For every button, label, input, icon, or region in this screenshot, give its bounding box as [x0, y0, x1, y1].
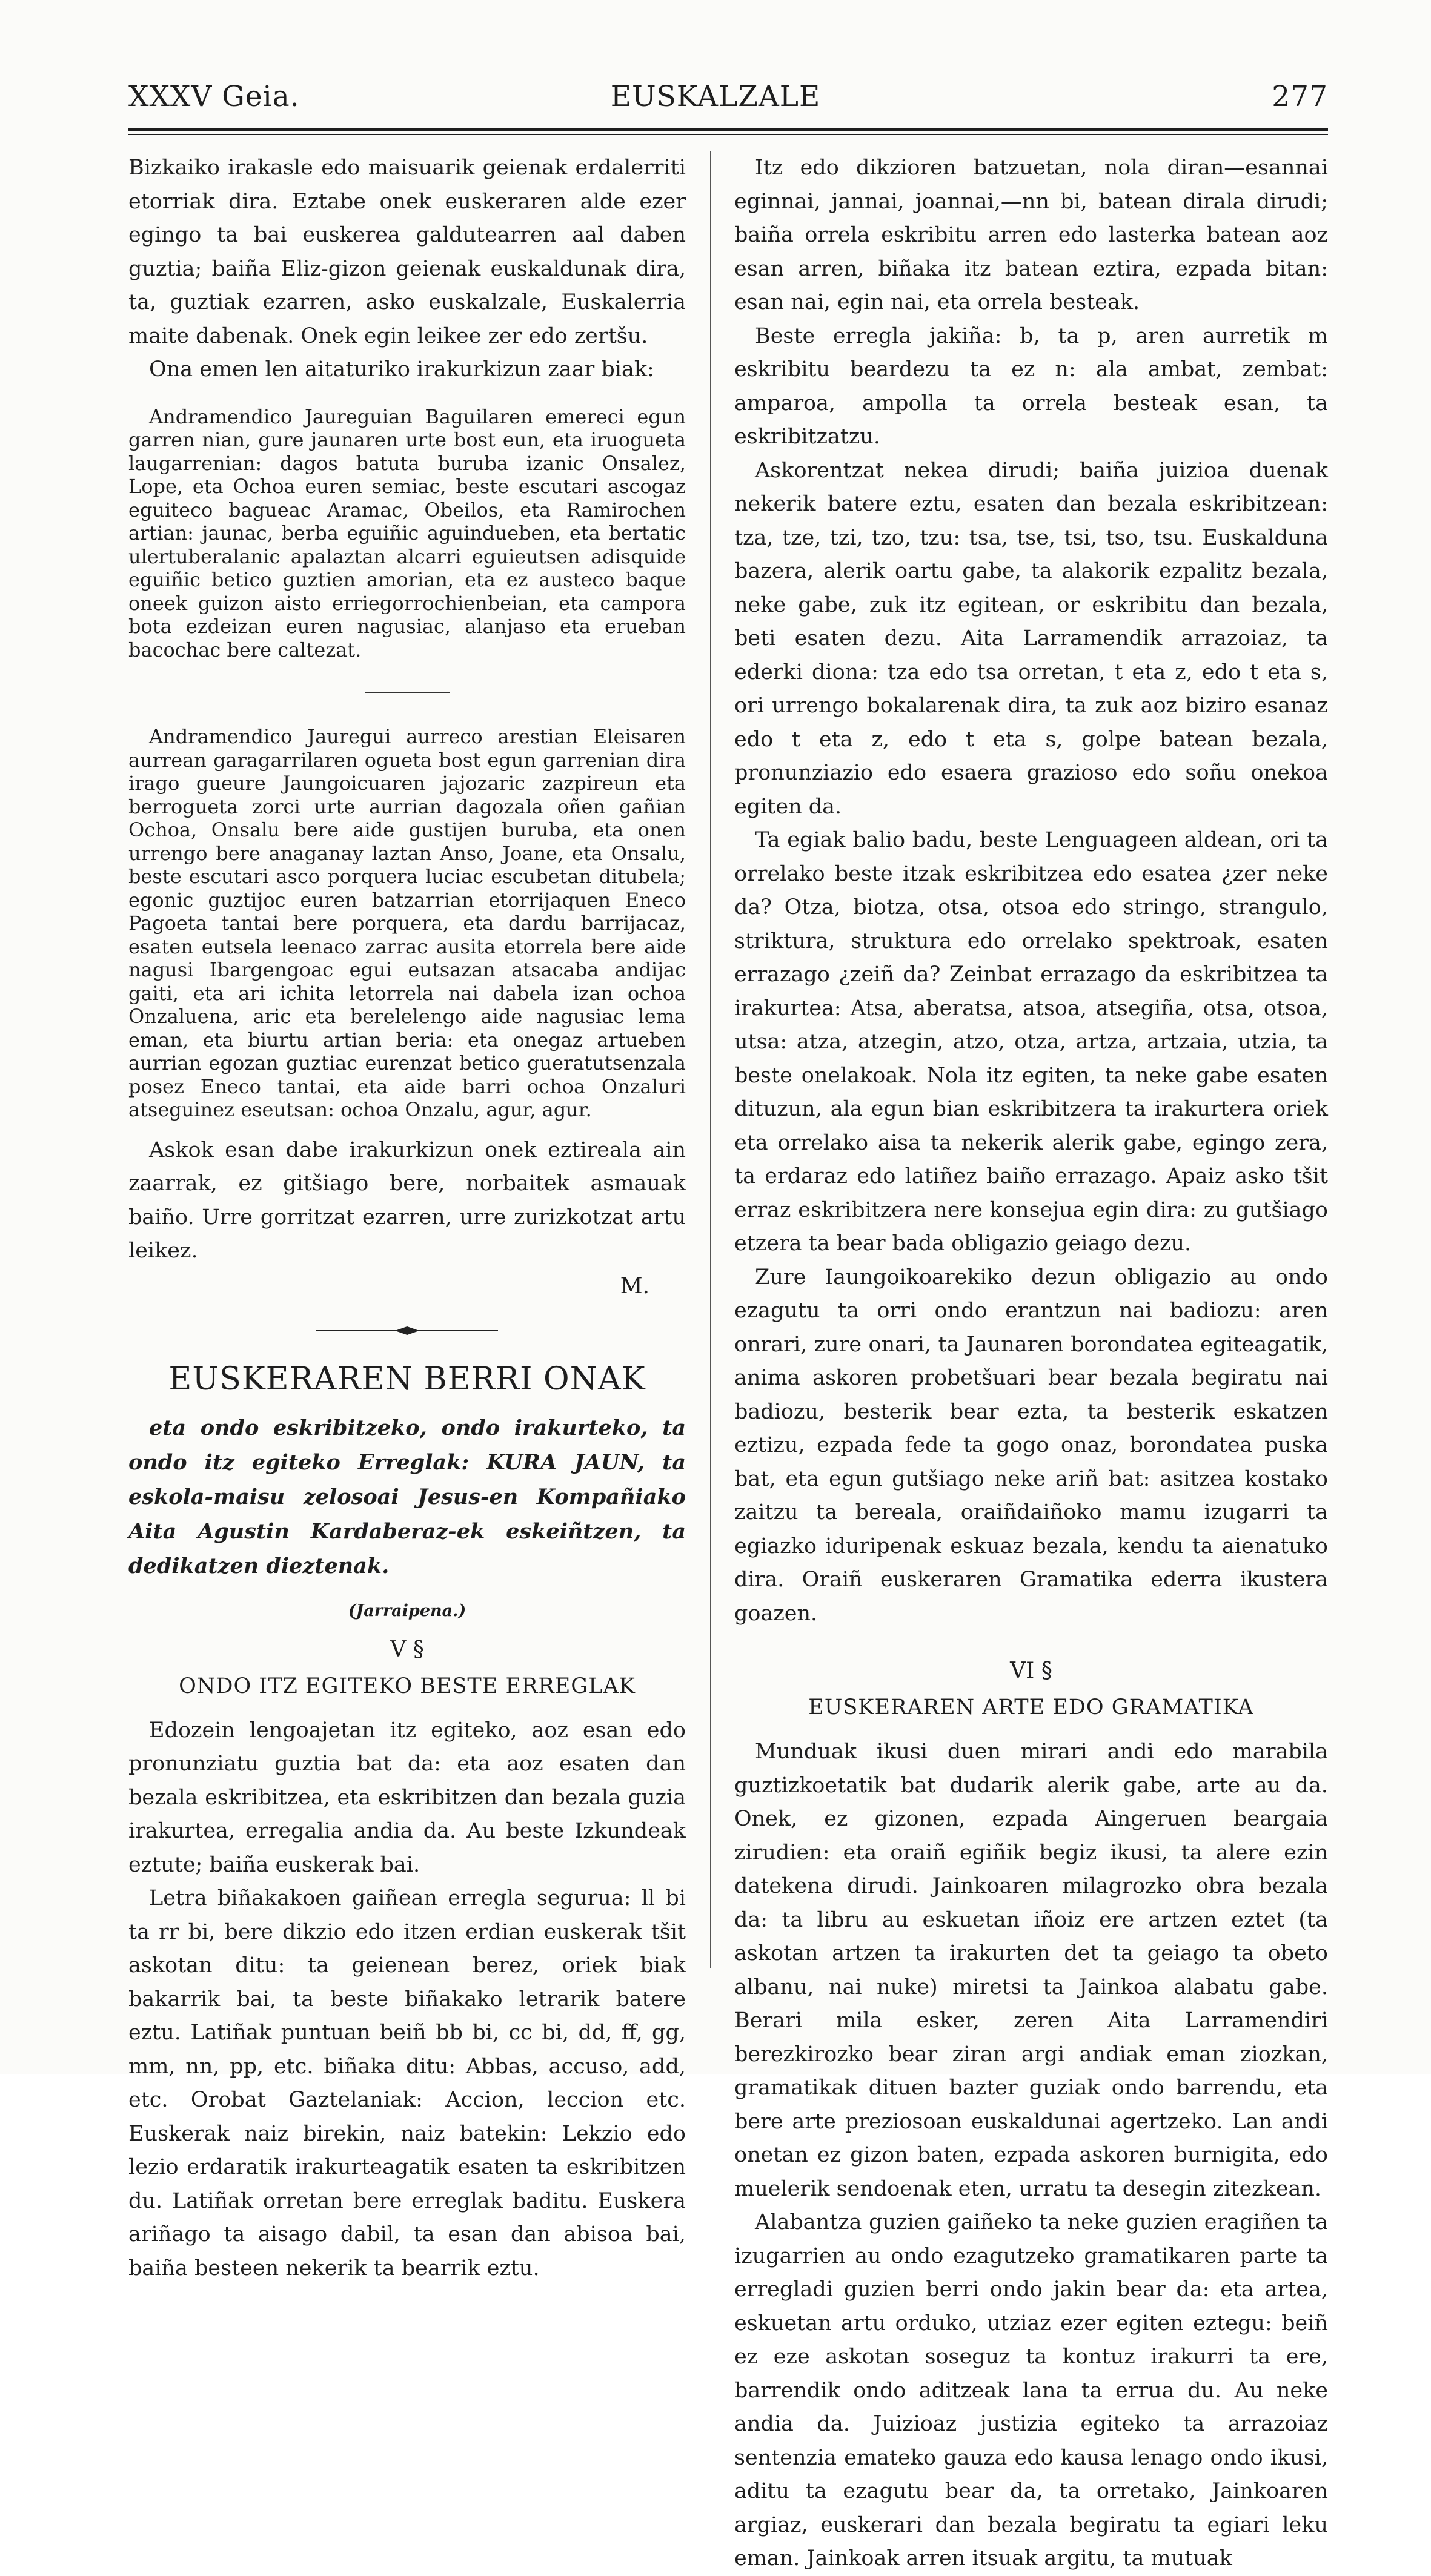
continuation-note: (Jarraipena.)	[348, 1601, 466, 1620]
article-subtitle: eta ondo eskribitzeko, ondo irakurteko, ta ondo itz egiteko Erreglak: KURA JAUN, ta eskola-maisu zelosoai Jesus-en Kompañiako Aita Agustin Kardaberaz-ek eskeiñtzen, ta dedikatzen dieztenak.	[128, 1415, 686, 1578]
right-column	[734, 151, 1328, 2576]
header-rule-thick	[128, 128, 1328, 131]
column-divider	[710, 151, 711, 1968]
paragraph: Bizkaiko irakasle edo maisuarik geienak erdalerriti etorriak dira. Eztabe onek euskeraren alde ezer egingo ta bai euskerea galdutearren aal daben guztia; baiña Eliz-gizon geienak euskaldunak dira, ta, guztiak ezarren, asko euskalzale, Euskalerria maite dabenak. Onek egin leikee zer edo zertšu.	[128, 156, 686, 348]
paragraph: Munduak ikusi duen mirari andi edo marabila guztizkoetatik bat dudarik alerik gabe, arte au da. Onek, ez gizonen, ezpada Aingeruen beargaia zirudien: eta oraiñ egiñik begiz ikusi, ta alere ezin datekena dirudi. Jainkoaren milagrozko obra bezala da: ta libru au eskuetan iñoiz ere artzen eztet (ta askotan artzen ta irakurten det ta geiago ta obeto albanu, nai nuke) miretsi ta Jainkoa alabatu gabe. Berari mila esker, zeren Aita Larramendiri berezkirozko bear ziran argi andiak eman ziozkan, gramatikak dituen bazter guziak ondo barrendu, eta bere arte preziosoan euskaldunai agertzeko. Lan andi onetan ez gizon baten, ezpada askoren burnigita, edo muelerik sendoenak eten, urratu ta desegin zitezkean.	[734, 1740, 1328, 2201]
left-column	[128, 151, 686, 2285]
old-text-quote: Andramendico Jaureguian Baguilaren emereci egun garren nian, gure jaunaren urte bost eun, eta iruogueta laugarrenian: dagos batuta buruba izanic Onsalez, Lope, eta Ochoa euren semiac, beste escutari ascogaz eguiteco baguеac Aramac, Obeilos, eta Ramirochen artian: jaunac, berba eguiñic aguindueben, eta bertatic ulertuberalanic apalaztan alcarri eguieutsen adisquide eguiñic betico guztien amorian, eta ez austeco baque oneek guizon aisto erriegorrochienbeian, eta campora bota ezdeizan euren nagusiac, alanjaso eta erueban bacochac bere caltezat.	[128, 405, 686, 661]
separator-rule	[365, 692, 450, 693]
paragraph: Zure Iaungoikoarekiko dezun obligazio au ondo ezagutu ta orri ondo erantzun nai badiozu: aren onrari, zure onari, ta Jaunaren borondatea egiteagatik, anima askoren probetšuari bear bezala begiratu nai badiozu, besterik bear ezta, ta besterik eskatzen eztizu, ezpada fede ta gogo onaz, borondatea puska bat, eta egun gutšiago neke ariñ bat: asitzea kostako zaitzu ta bereala, oraiñdaiñoko mamu izugarri ta egiazko iduripenak eskuaz bezala, kendu ta aienatuko dira. Oraiñ euskeraren Gramatika ederra ikustera goazen.	[734, 1265, 1328, 1626]
paragraph: Edozein lengoajetan itz egiteko, aoz esan edo pronunziatu guztia bat da: eta aoz esaten dan bezala eskribitzea, eta eskribitzen dan bezala guzia irakurtea, erregalia andia da. Au beste Izkundeak eztute; baiña euskerak bai.	[128, 1718, 686, 1877]
paragraph: Itz edo dikzioren batzuetan, nola diran—esannai eginnai, jannai, joannai,—nn bi, batean dirala dirudi; baiña orrela eskribitu arren edo lasterka batean aoz esan arren, biñaka itz batean eztira, ezpada bitan: esan nai, egin nai, eta orrela besteak.	[734, 156, 1328, 314]
author-signature: M.	[620, 1273, 649, 1299]
paragraph: Ta egiak balio badu, beste Lenguageen aldean, ori ta orrelako beste itzak eskribitzea edo esatea ¿zer neke da? Otza, biotza, otsa, otsoa edo stringo, strangulo, striktura, struktura edo orrelako spektroak, esaten errazago ¿zeiñ da? Zeinbat errazago da eskribitzea ta irakurtea: Atsa, aberatsa, atsoa, atsegiña, otsa, otsoa, utsa: atza, atzegin, atzo, otza, artza, artzaia, utzia, ta beste onelakoak. Nola itz egiten, ta neke gabe esaten dituzun, ala egun bian eskribitzera ta irakurtera oriek eta orrelako aisa ta nekerik alerik gabe, egingo zera, ta erdaraz edo latiñez baiño errazago. Apaiz asko tšit erraz eskribitzera nere konsejua egin dira: zu gutšiago etzera ta bear bada obligazio geiago dezu.	[734, 828, 1328, 1256]
header-rule-thin	[128, 134, 1328, 135]
masthead-title: EUSKALZALE	[610, 80, 821, 113]
section-heading: EUSKERAREN ARTE EDO GRAMATIKA	[808, 1695, 1254, 1720]
ornament-divider-icon	[316, 1326, 498, 1336]
section-number: VI §	[1010, 1658, 1052, 1683]
paragraph: Askok esan dabe irakurkizun onek eztireala ain zaarrak, ez gitšiago bere, norbaitek asmauak baiño. Urre gorritzat ezarren, urre zurizkotzat artu leikez.	[128, 1137, 686, 1263]
section-number: V §	[390, 1637, 424, 1662]
section-heading: ONDO ITZ EGITEKO BESTE ERREGLAK	[179, 1674, 636, 1698]
paragraph: Beste erregla jakiña: b, ta p, aren aurretik m eskribitu beardezu ta ez n: ala ambat, zembat: amparoa, ampolla ta orrela besteak esan, ta eskribitzatzu.	[734, 323, 1328, 449]
old-text-quote: Andramendico Jauregui aurreco arestian Eleisaren aurrean garagarrilaren ogueta bost egun garrenian dira irago gueure Jaungoicuaren jajozaric zazpireun eta berrogueta zorci urte aurrian dagozala oñen gañian Ochoa, Onsalu bere aide gustijen buruba, eta onen urrengo bere anaganay laztan Anso, Joane, eta Onsalu, beste escutari asco porquera luciac escubetan ditubela; egonic guztijoc euren batzarrian etorrijaquen Eneco Pagoeta tantai bere porquera, eta dardu barrijacaz, esaten eutsela leenaco zarrac ausita etorrela bere aide nagusi Ibargengoac egui eutsazan atsacaba andijac gaiti, eta ari ichita letorrela nai dabela izan ochoa Onzaluena, aric eta berelelengo aide nagusiac lema eman, eta biurtu artian beria: eta onegaz artueben aurrian egozan guztiac eurenzat betico gueratutsenzala posez Eneco tantai, eta aide barri ochoa Onzaluri atseguinez eseutsan: ochoa Onzalu, agur, agur.	[128, 725, 686, 1121]
paragraph: Askorentzat nekea dirudi; baiña juizioa duenak nekerik batere eztu, esaten dan bezala eskribitzean: tza, tze, tzi, tzo, tzu: tsa, tse, tsi, tso, tsu. Euskalduna bazera, alerik oartu gabe, ta alakorik ezpalitz bezala, neke gabe, zuk itz egitean, or eskribitu dan bezala, beti esaten dezu. Aita Larramendik arrazoiaz, ta ederki diona: tza edo tsa orretan, t eta z, edo t eta s, ori urrengo bokalarenak dira, ta zuk aoz biziro esanaz edo t eta z, edo t eta s, golpe batean bezala, pronunziazio edo esaera grazioso edo soñu onekoa egiten da.	[734, 458, 1328, 819]
article-title: EUSKERAREN BERRI ONAK	[168, 1360, 646, 1397]
paragraph: Ona emen len aitaturiko irakurkizun zaar biak:	[149, 357, 654, 382]
issue-number: XXXV Geia.	[128, 80, 300, 113]
paragraph: Alabantza guzien gaiñeko ta neke guzien eragiñen ta izugarrien au ondo ezagutzeko gramatikaren parte ta erregladi guzien berri ondo jakin bear da: eta artea, eskuetan artu orduko, utziaz ezer egiten eztegu: beiñ ez eze askotan soseguz ta kontuz irakurri ta ere, barrendik ondo aditzeak lana ta errua du. Au neke andia da. Juizioaz justizia egiteko ta arrazoiaz sentenzia emateko gauza edo kausa lenago ondo ikusi, aditu ta ezagutu bear da, ta orretako, Jainkoaren argiaz, euskerari dan bezala begiratu ta egiari leku eman. Jainkoak arren itsuak argitu, ta mutuak	[734, 2210, 1328, 2571]
page-number: 277	[1272, 80, 1328, 113]
paragraph: Letra biñakakoen gaiñean erregla segurua: ll bi ta rr bi, bere dikzio edo itzen erdian euskerak tšit askotan ditu: ta geienean berez, oriek biak bakarrik bai, ta beste biñakako letrarik batere eztu. Latiñak puntuan beiñ bb bi, cc bi, dd, ff, gg, mm, nn, pp, etc. biñaka ditu: Abbas, accuso, add, etc. Orobat Gaztelaniak: Accion, leccion etc. Euskerak naiz birekin, naiz batekin: Lekzio edo lezio erdaratik irakurteagatik esaten ta eskribitzen du. Latiñak orretan bere erreglak baditu. Euskera ariñago ta aisago dabil, ta esan dan abisoa bai, baiña besteen nekerik ta bearrik eztu.	[128, 1886, 686, 2280]
